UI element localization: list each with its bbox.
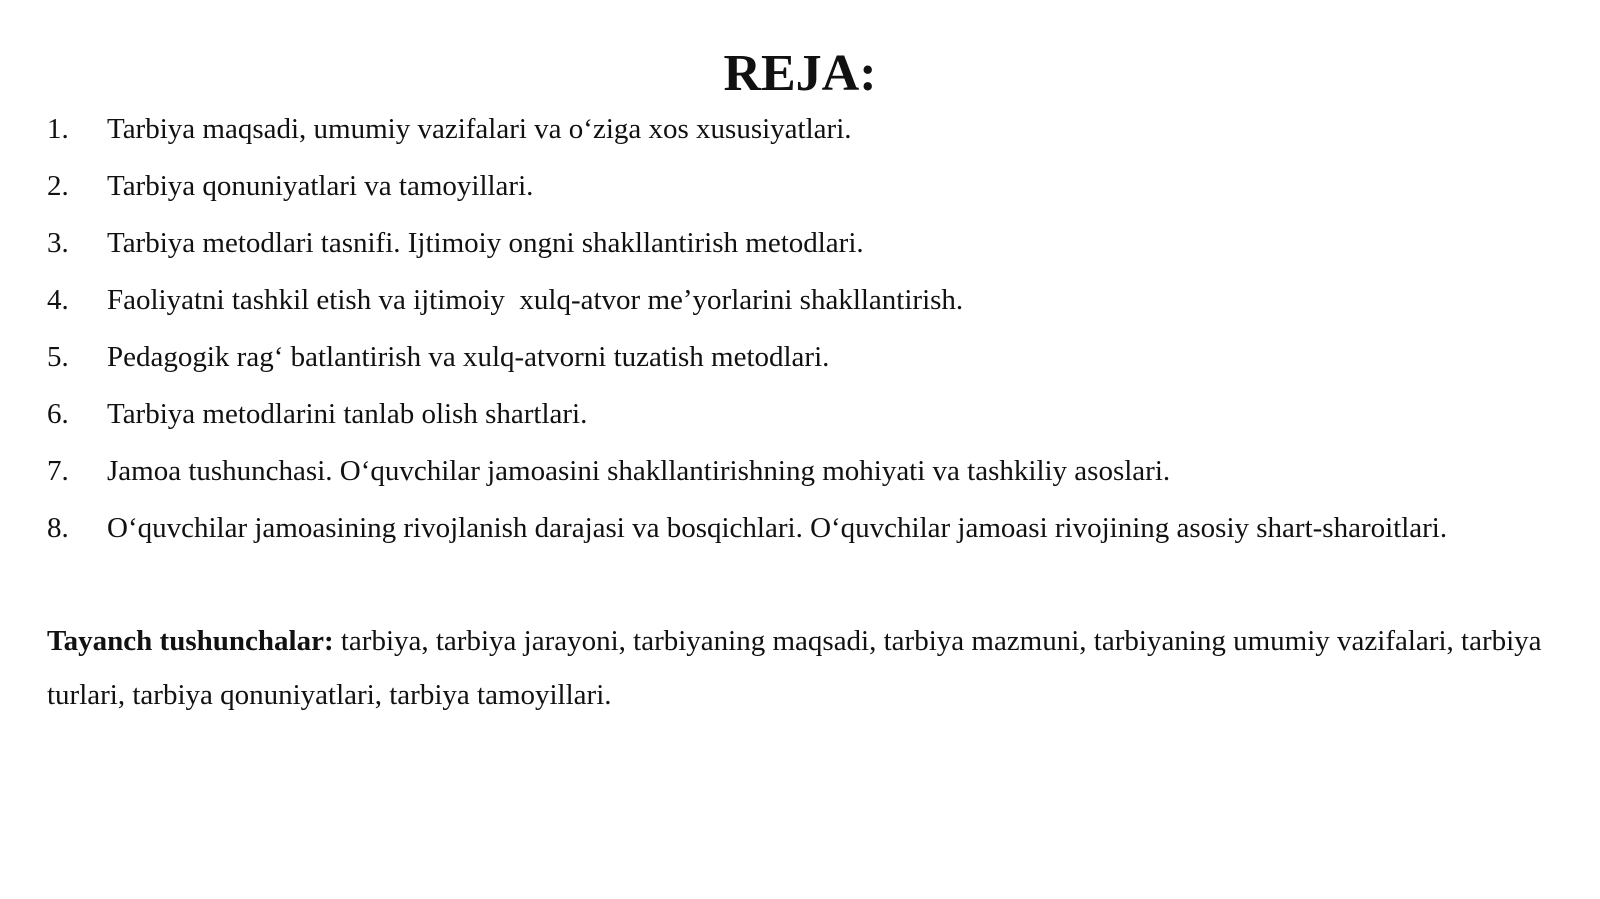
plan-item [47, 226, 1545, 261]
plan-item-text: Tarbiya maqsadi, umumiy vazifalari va o‘ziga xos xususiyatlari. [107, 113, 852, 145]
plan-item-text: Tarbiya metodlarini tanlab olish shartlari. [107, 398, 588, 430]
plan-item [47, 112, 1545, 147]
plan-item [47, 283, 1545, 318]
plan-list [47, 112, 1545, 568]
plan-item-text: Pedagogik rag‘ batlantirish va xulq-atvorni tuzatish metodlari. [107, 341, 830, 373]
plan-item-number: 3. [47, 227, 69, 259]
plan-item-number: 4. [47, 284, 69, 316]
plan-item [47, 169, 1545, 204]
plan-item-number: 1. [47, 113, 69, 145]
plan-item-number: 8. [47, 512, 69, 544]
plan-item-number: 2. [47, 170, 69, 202]
plan-item [47, 340, 1545, 375]
plan-item-text: Tarbiya qonuniyatlari va tamoyillari. [107, 170, 534, 202]
plan-item-number: 6. [47, 398, 69, 430]
slide-title: REJA: [723, 45, 877, 102]
key-concepts-label: Tayanch tushunchalar: [47, 625, 334, 657]
plan-item-text: Faoliyatni tashkil etish va ijtimoiy xulq-atvor me’yorlarini shakllantirish. [107, 284, 964, 316]
plan-item-text: Tarbiya metodlari tasnifi. Ijtimoiy ongni shakllantirish metodlari. [107, 227, 864, 259]
key-concepts-text: tarbiya, tarbiya jarayoni, tarbiyaning maqsadi, tarbiya mazmuni, tarbiyaning umumiy vazifalari, tarbiya turlari, tarbiya qonuniyatlari, tarbiya tamoyillari. [47, 625, 1542, 711]
plan-item [47, 511, 1545, 546]
plan-item-text: O‘quvchilar jamoasining rivojlanish darajasi va bosqichlari. O‘quvchilar jamoasi rivojining asosiy shart-sharoitlari. [107, 512, 1448, 544]
plan-item-number: 5. [47, 341, 69, 373]
plan-item [47, 454, 1545, 489]
plan-item-number: 7. [47, 455, 69, 487]
key-concepts [47, 614, 1545, 722]
plan-item [47, 397, 1545, 432]
plan-item-text: Jamoa tushunchasi. O‘quvchilar jamoasini shakllantirishning mohiyati va tashkiliy asoslari. [107, 455, 1171, 487]
